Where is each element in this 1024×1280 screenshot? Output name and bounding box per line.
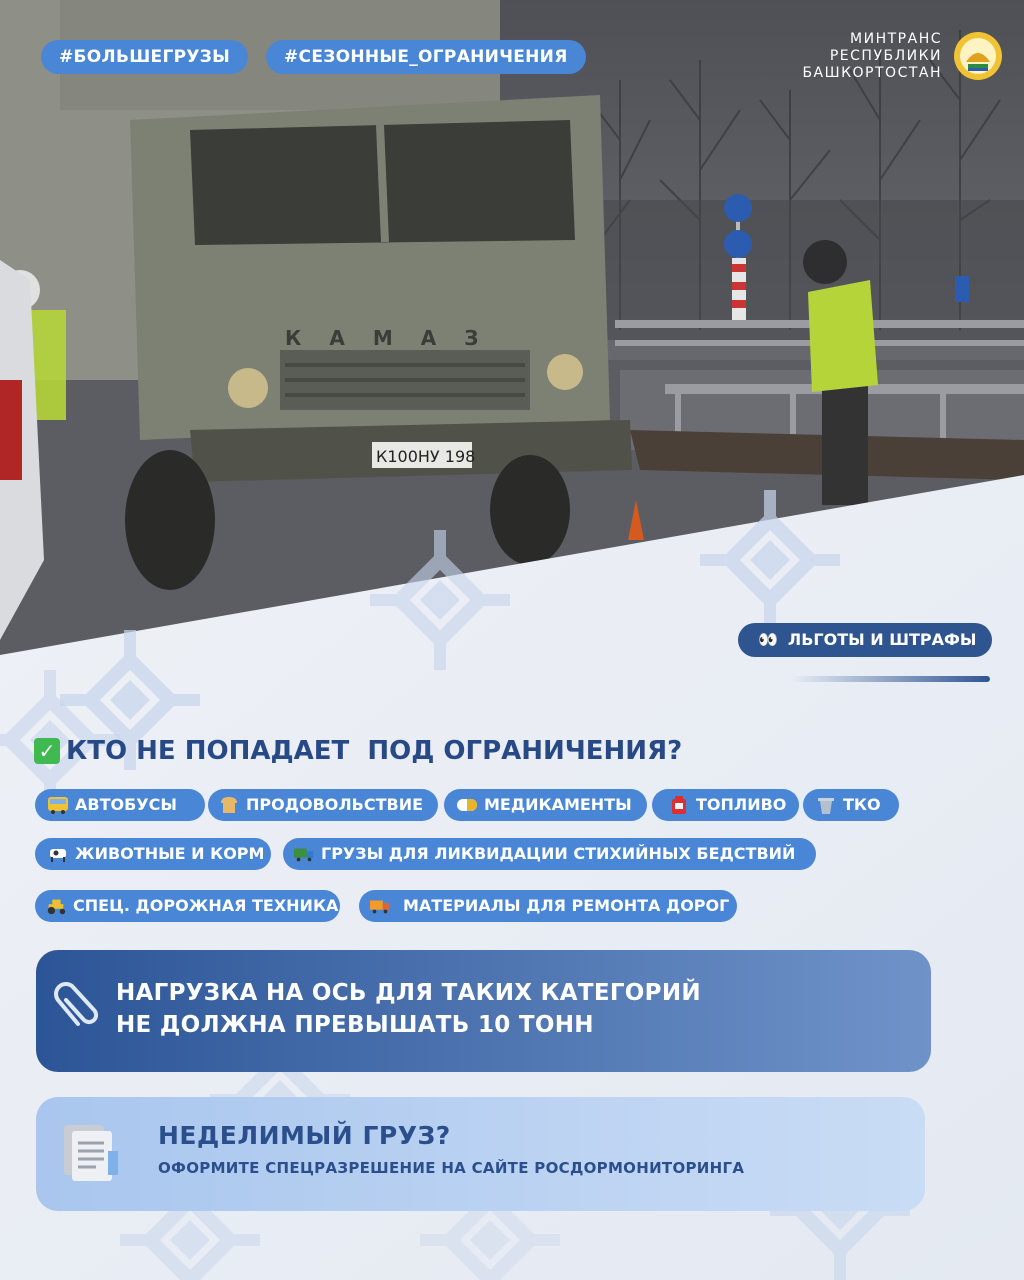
license-plate: К100НУ 198 <box>376 447 476 466</box>
section-heading <box>34 736 682 766</box>
chip-food[interactable] <box>208 789 438 821</box>
section-badge <box>738 623 992 657</box>
chip-label: ГРУЗЫ ДЛЯ ЛИКВИДАЦИИ СТИХИЙНЫХ БЕДСТВИЙ <box>321 844 796 863</box>
chip-label: ТКО <box>843 795 881 814</box>
bashkortostan-emblem-icon <box>952 30 1004 82</box>
axle-load-card <box>36 950 931 1072</box>
chip-label: ТОПЛИВО <box>696 795 787 814</box>
bus-icon <box>47 794 69 816</box>
chip-medicines[interactable] <box>444 789 647 821</box>
chip-road-repair-materials[interactable] <box>359 890 737 922</box>
tractor-icon <box>45 895 67 917</box>
section-underline <box>790 676 990 682</box>
documents-icon <box>60 1121 124 1185</box>
heading-text: КТО НЕ ПОПАДАЕТ ПОД ОГРАНИЧЕНИЯ? <box>66 736 683 766</box>
cow-icon <box>47 843 69 865</box>
pill-icon <box>456 794 478 816</box>
chip-disaster-cargo[interactable] <box>283 838 816 870</box>
chip-label: МЕДИКАМЕНТЫ <box>484 795 632 814</box>
chip-road-machinery[interactable] <box>35 890 340 922</box>
hashtag-seasonal-restrictions[interactable]: #СЕЗОННЫЕ_ОГРАНИЧЕНИЯ <box>266 40 586 74</box>
permit-card-title: НЕДЕЛИМЫЙ ГРУЗ? <box>158 1121 451 1150</box>
ministry-logo <box>802 30 1004 82</box>
axle-load-line-2: НЕ ДОЛЖНА ПРЕВЫШАТЬ 10 ТОНН <box>116 1012 594 1038</box>
paperclip-icon <box>52 980 104 1032</box>
chip-label: МАТЕРИАЛЫ ДЛЯ РЕМОНТА ДОРОГ <box>403 896 730 915</box>
chip-label: ЖИВОТНЫЕ И КОРМ <box>75 844 265 863</box>
chip-label: СПЕЦ. ДОРОЖНАЯ ТЕХНИКА <box>73 896 339 915</box>
chip-waste[interactable] <box>803 789 899 821</box>
section-label: ЛЬГОТЫ И ШТРАФЫ <box>787 630 977 649</box>
axle-load-line-1: НАГРУЗКА НА ОСЬ ДЛЯ ТАКИХ КАТЕГОРИЙ <box>116 980 701 1006</box>
truck-brand-text: КАМАЗ <box>285 326 507 350</box>
special-permit-card[interactable] <box>36 1097 925 1211</box>
chip-fuel[interactable] <box>652 789 799 821</box>
bread-icon <box>218 794 240 816</box>
ministry-name: МИНТРАНС РЕСПУБЛИКИ БАШКОРТОСТАН <box>802 30 942 81</box>
chip-label: АВТОБУСЫ <box>75 795 177 814</box>
truck-icon <box>293 843 315 865</box>
trash-bin-icon <box>815 794 837 816</box>
permit-card-subtitle: ОФОРМИТЕ СПЕЦРАЗРЕШЕНИЕ НА САЙТЕ РОСДОРМОНИТОРИНГА <box>158 1159 745 1177</box>
fuel-can-icon <box>668 794 690 816</box>
hashtag-heavy-trucks[interactable]: #БОЛЬШЕГРУЗЫ <box>41 40 248 74</box>
chip-buses[interactable] <box>35 789 205 821</box>
chip-label: ПРОДОВОЛЬСТВИЕ <box>246 795 424 814</box>
eyes-icon: 👀 <box>758 630 778 649</box>
check-mark-icon: ✓ <box>34 738 60 764</box>
chip-animals[interactable] <box>35 838 271 870</box>
delivery-truck-icon <box>369 895 391 917</box>
